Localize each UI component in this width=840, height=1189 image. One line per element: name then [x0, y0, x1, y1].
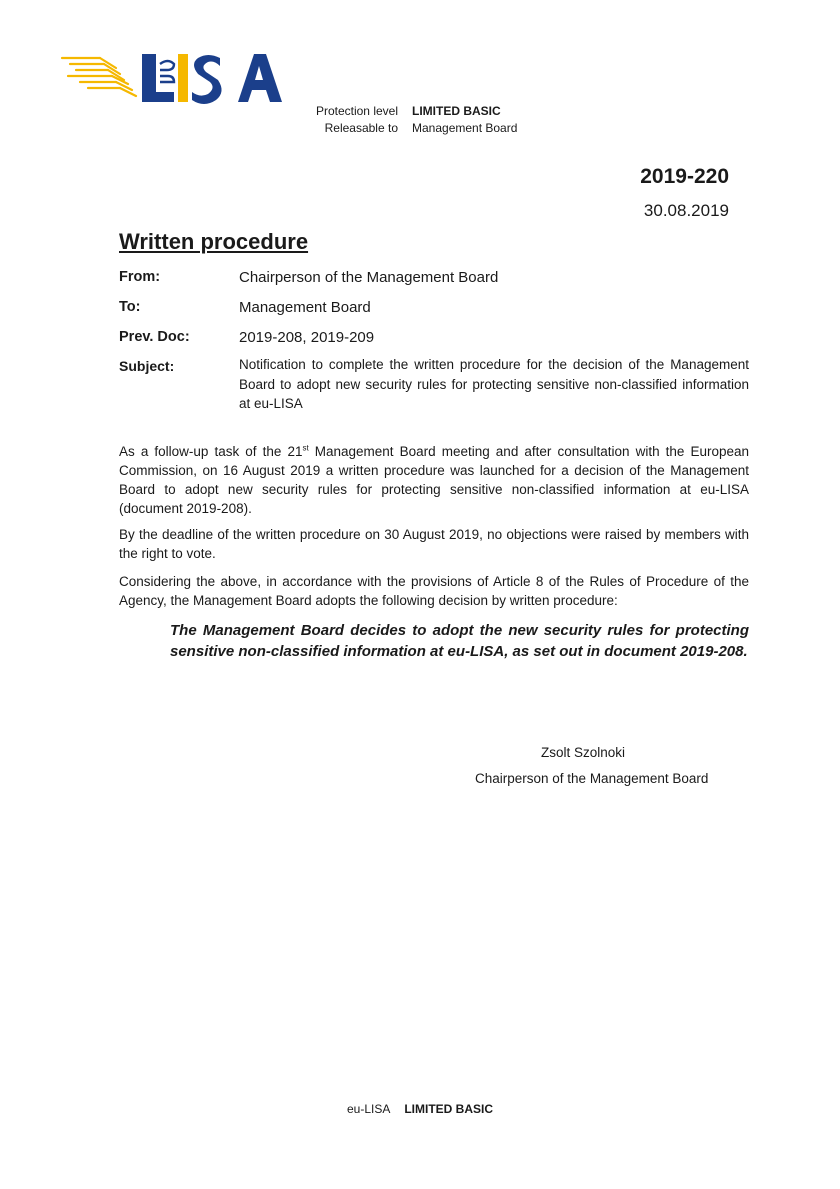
releasable-to-label: Releasable to: [324, 121, 398, 135]
to-value: Management Board: [239, 299, 371, 316]
to-label: To:: [119, 299, 141, 315]
page-footer: [0, 1102, 840, 1116]
from-value: Chairperson of the Management Board: [239, 269, 499, 286]
subject-value: Notification to complete the written procedure for the decision of the Management Board to adopt new security rules for protecting sensitive non-classified information at eu-LISA: [239, 357, 749, 411]
document-date: 30.08.2019: [643, 201, 729, 220]
paragraph-1-superscript: st: [302, 443, 309, 453]
paragraph-1-rest: Management Board meeting and after consultation with the European Commission, on 16 August 2019 a written procedure was launched for a decision of the Management Board to adopt new security rules for protecting sensitive non-classified information at eu-LISA (document 2019-208).: [119, 444, 750, 516]
protection-level-value: LIMITED BASIC: [412, 104, 501, 118]
paragraph-2: By the deadline of the written procedure on 30 August 2019, no objections were raised by members with the right to vote.: [119, 527, 749, 561]
classification-block: [300, 103, 517, 137]
signatory-role: Chairperson of the Management Board: [475, 771, 709, 786]
decision-statement: The Management Board decides to adopt the new security rules for protecting sensitive non-classified information at eu-LISA, as set out in document 2019-208.: [170, 622, 749, 660]
paragraph-1-start: As a follow-up task of the 21: [119, 444, 303, 459]
protection-level-label: Protection level: [315, 104, 398, 118]
releasable-to-value: Management Board: [412, 121, 518, 135]
prev-doc-label: Prev. Doc:: [119, 329, 190, 345]
footer-classification: LIMITED BASIC: [404, 1102, 494, 1116]
document-number: 2019-220: [640, 165, 729, 188]
subject-label: Subject:: [119, 358, 175, 374]
prev-doc-value: 2019-208, 2019-209: [239, 329, 375, 346]
signatory-name: Zsolt Szolnoki: [541, 745, 626, 760]
footer-org: eu-LISA: [346, 1102, 391, 1116]
paragraph-1: [119, 442, 749, 518]
eu-lisa-logo: [60, 50, 285, 110]
paragraph-3: Considering the above, in accordance with the provisions of Article 8 of the Rules of Procedure of the Agency, the Management Board adopts the following decision by written procedure:: [119, 574, 749, 608]
from-label: From:: [119, 269, 161, 285]
page-title: Written procedure: [119, 229, 309, 254]
